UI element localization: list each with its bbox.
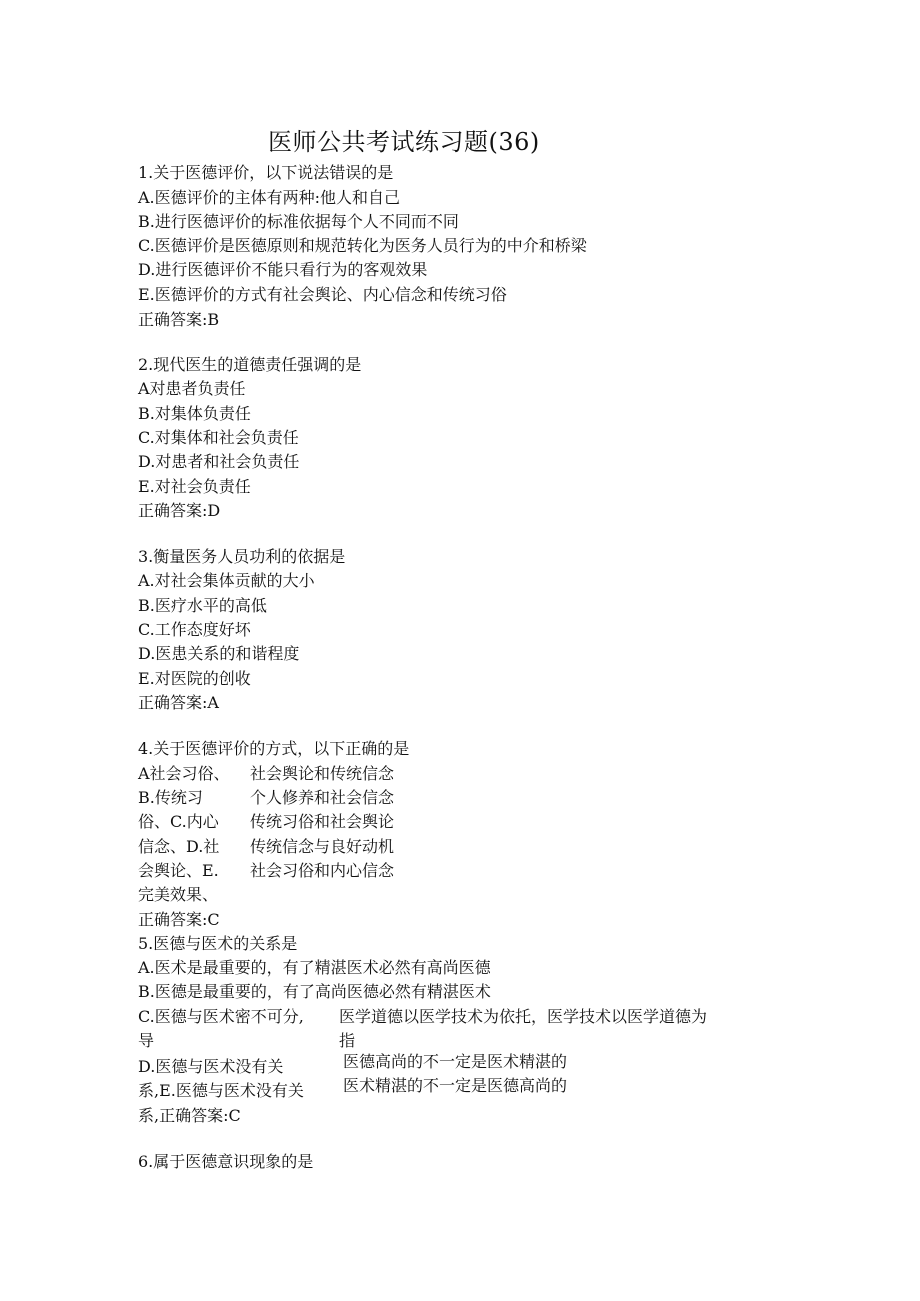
question-4-answer: 正确答案:C bbox=[138, 910, 220, 929]
question-1-option-b: B.进行医德评价的标准依据每个人不同而不同 bbox=[138, 212, 459, 231]
question-3-answer: 正确答案:A bbox=[138, 693, 219, 712]
question-5-option-c-label: C.医德与医术密不可分, bbox=[138, 1007, 304, 1026]
question-1-answer: 正确答案:B bbox=[138, 310, 220, 329]
question-5-left-line: 系,正确答案:C bbox=[138, 1106, 241, 1125]
question-1-option-c: C.医德评价是医德原则和规范转化为医务人员行为的中介和桥梁 bbox=[138, 236, 587, 255]
question-1-option-d: D.进行医德评价不能只看行为的客观效果 bbox=[138, 260, 428, 279]
question-2-option-b: B.对集体负责任 bbox=[138, 404, 251, 423]
question-5-option-b: B.医德是最重要的，有了高尚医德必然有精湛医术 bbox=[138, 982, 491, 1001]
question-3-option-c: C.工作态度好坏 bbox=[138, 620, 251, 639]
question-4-option-text: 传统习俗和社会舆论 bbox=[250, 812, 395, 831]
question-5-option-e-text: 医术精湛的不一定是医德高尚的 bbox=[343, 1076, 568, 1095]
question-4-option-text: 社会习俗和内心信念 bbox=[250, 861, 395, 880]
question-4-option-text: 个人修养和社会信念 bbox=[250, 788, 395, 807]
question-5-option-c-label-cont: 导 bbox=[138, 1031, 155, 1050]
question-1-option-a: A.医德评价的主体有两种:他人和自己 bbox=[138, 188, 401, 207]
question-2-option-d: D.对患者和社会负责任 bbox=[138, 452, 300, 471]
question-5-stem: 5.医德与医术的关系是 bbox=[138, 934, 298, 953]
question-5-option-c-text: 医学道德以医学技术为依托，医学技术以医学道德为 bbox=[339, 1007, 708, 1026]
question-5-option-a: A.医术是最重要的，有了精湛医术必然有高尚医德 bbox=[138, 958, 491, 977]
question-4-left-line: 信念、D.社 bbox=[138, 837, 220, 856]
question-4-left-line: 俗、C.内心 bbox=[138, 812, 219, 831]
question-4-option-text: 社会舆论和传统信念 bbox=[250, 764, 395, 783]
question-5-left-line: D.医德与医术没有关 bbox=[138, 1057, 284, 1076]
question-2-option-a: A对患者负责任 bbox=[138, 379, 246, 398]
question-1-option-e: E.医德评价的方式有社会舆论、内心信念和传统习俗 bbox=[138, 285, 507, 304]
question-4-left-line: A社会习俗、 bbox=[138, 764, 230, 783]
question-3-option-e: E.对医院的创收 bbox=[138, 669, 251, 688]
question-3-option-d: D.医患关系的和谐程度 bbox=[138, 644, 300, 663]
question-2-option-e: E.对社会负责任 bbox=[138, 477, 251, 496]
question-3-stem: 3.衡量医务人员功利的依据是 bbox=[138, 547, 346, 566]
question-2-answer: 正确答案:D bbox=[138, 501, 221, 520]
question-4-left-line: 会舆论、E. bbox=[138, 861, 219, 880]
question-5-option-c-text-cont: 指 bbox=[339, 1031, 356, 1050]
question-5-option-d-text: 医德高尚的不一定是医术精湛的 bbox=[343, 1052, 568, 1071]
question-3-option-a: A.对社会集体贡献的大小 bbox=[138, 571, 315, 590]
question-1-stem: 1.关于医德评价，以下说法错误的是 bbox=[138, 163, 394, 182]
question-4-left-line: 完美效果、 bbox=[138, 885, 219, 904]
question-2-option-c: C.对集体和社会负责任 bbox=[138, 428, 299, 447]
question-4-stem: 4.关于医德评价的方式，以下正确的是 bbox=[138, 739, 410, 758]
question-4-left-line: B.传统习 bbox=[138, 788, 203, 807]
question-3-option-b: B.医疗水平的高低 bbox=[138, 596, 267, 615]
question-4-option-text: 传统信念与良好动机 bbox=[250, 837, 395, 856]
question-2-stem: 2.现代医生的道德责任强调的是 bbox=[138, 355, 362, 374]
page-title: 医师公共考试练习题(36) bbox=[268, 128, 540, 156]
question-6-stem: 6.属于医德意识现象的是 bbox=[138, 1152, 314, 1171]
question-5-left-line: 系,E.医德与医术没有关 bbox=[138, 1081, 304, 1100]
